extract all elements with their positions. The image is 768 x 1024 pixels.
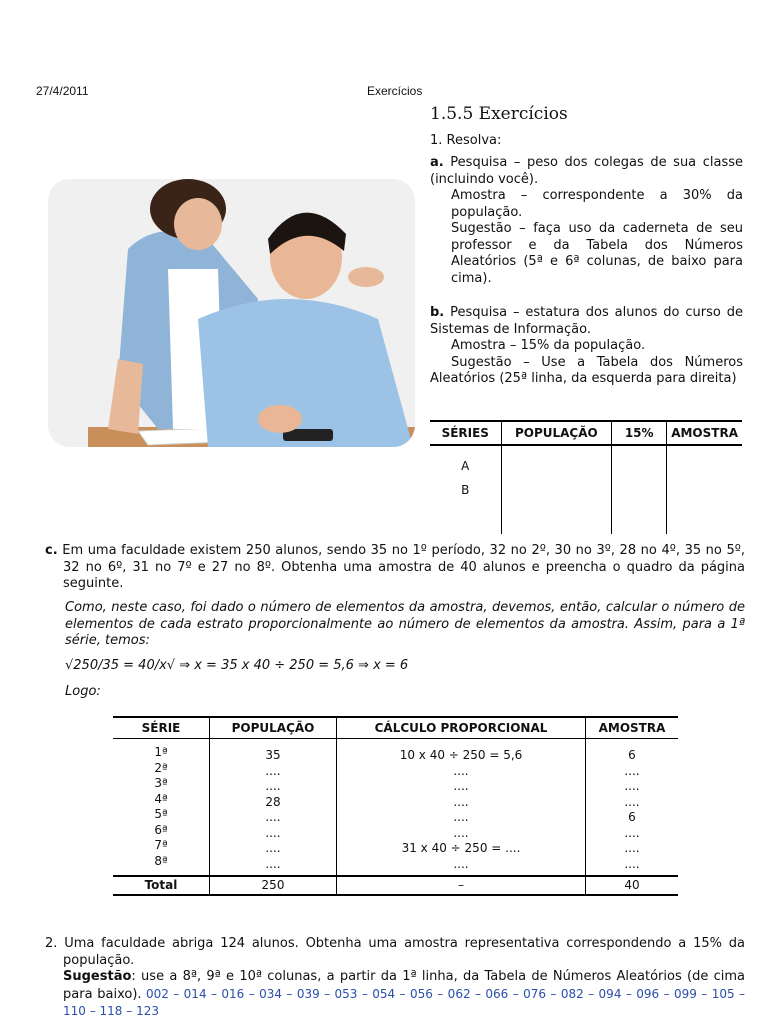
question-2-text: 2. Uma faculdade abriga 124 alunos. Obtenha uma amostra representativa correspondendo a 15% da população.	[45, 936, 745, 968]
t2-calc-5: ....	[453, 810, 469, 824]
t2-amostra-2: ....	[624, 763, 640, 778]
table-row	[113, 739, 678, 877]
t2-serie-2: 2ª	[154, 760, 168, 775]
t2-serie-5: 5ª	[154, 807, 168, 821]
t2-calc-1: 10 x 40 ÷ 250 = 5,6	[399, 748, 523, 762]
table-row	[430, 445, 742, 534]
t2-pop-3: ....	[265, 779, 281, 793]
t2-header-serie: SÉRIE	[113, 717, 210, 739]
t2-amostra-8: ....	[624, 856, 640, 871]
students-illustration	[48, 179, 415, 447]
t2-pop-8: ....	[265, 856, 281, 871]
t1-header-amostra: AMOSTRA	[667, 421, 742, 445]
t2-pop-1: 35	[265, 748, 281, 762]
t2-pop-6: ....	[265, 825, 281, 840]
section-title: 1.5.5 Exercícios	[430, 104, 568, 124]
question-2	[45, 936, 745, 1021]
t2-amostra-3: ....	[624, 779, 640, 793]
item-c-label: c.	[45, 543, 58, 558]
t2-header-amostra: AMOSTRA	[586, 717, 679, 739]
item-c-italic: Como, neste caso, foi dado o número de elementos da amostra, devemos, então, calcular o número de elementos de cada estrato proporcionalmente ao número de elementos da amostra. Assim, para a 1ª série, temos:	[65, 600, 745, 648]
t2-amostra-4: ....	[624, 794, 640, 809]
t2-calc-6: ....	[453, 825, 469, 840]
t1-row-a: A	[461, 459, 470, 473]
item-a-amostra: Amostra – correspondente a 30% da população.	[451, 188, 743, 220]
t1-header-populacao: POPULAÇÃO	[501, 421, 612, 445]
item-b-amostra: Amostra – 15% da população.	[451, 338, 646, 353]
t2-pop-7: ....	[265, 841, 281, 855]
item-b-text: Pesquisa – estatura dos alunos do curso de Sistemas de Informação.	[430, 305, 743, 337]
t2-calc-8: ....	[453, 856, 469, 871]
item-a-text: Pesquisa – peso dos colegas de sua classe (incluindo você).	[430, 155, 743, 187]
t2-serie-3: 3ª	[154, 776, 168, 790]
t2-calc-2: ....	[453, 763, 469, 778]
item-b	[430, 305, 743, 388]
table-total-row	[113, 876, 678, 895]
t2-amostra-7: ....	[624, 841, 640, 855]
t2-amostra-6: ....	[624, 825, 640, 840]
t2-serie-4: 4ª	[154, 791, 168, 806]
item-c-formula: √250/35 = 40/x√ ⇒ x = 35 x 40 ÷ 250 = 5,6 ⇒ x = 6	[65, 658, 409, 673]
t2-total-calc: –	[337, 876, 586, 895]
item-c-text: Em uma faculdade existem 250 alunos, sendo 35 no 1º período, 32 no 2º, 30 no 3º, 28 no 4º, 35 no 5º, 32 no 6º, 31 no 7º e 27 no 8º. Obtenha uma amostra de 40 alunos e preencha o quadro da página seguinte.	[57, 543, 745, 591]
question-2-numbers: 002 – 014 – 016 – 034 – 039 – 053 – 054 – 056 – 062 – 066 – 076 – 082 – 094 – 096 – 099 – 105 – 110 – 118 – 123	[63, 986, 746, 1018]
t2-total-pop: 250	[210, 876, 337, 895]
students-photo	[48, 179, 415, 447]
t2-serie-7: 7ª	[154, 838, 168, 852]
t2-header-calculo: CÁLCULO PROPORCIONAL	[337, 717, 586, 739]
item-c-explanation	[65, 600, 745, 650]
question-2-sugestao-text: : use a 8ª, 9ª e 10ª colunas, a partir da 1ª linha, da Tabela de Números Aleatórios (de cima para baixo).	[63, 969, 745, 1002]
t1-row-b: B	[461, 483, 470, 497]
t2-total-label: Total	[113, 876, 210, 895]
t2-serie-8: 8ª	[154, 853, 168, 868]
item-a-sugestao: Sugestão – faça uso da caderneta de seu professor e da Tabela dos Números Aleatórios (5ª e 6ª colunas, de baixo para cima).	[451, 221, 743, 286]
question-1-intro: 1. Resolva:	[430, 133, 502, 148]
item-a	[430, 155, 743, 287]
table-series	[430, 420, 742, 534]
t2-pop-2: ....	[265, 763, 281, 778]
t2-calc-4: ....	[453, 794, 469, 809]
header-date: 27/4/2011	[36, 84, 89, 98]
t1-header-series: SÉRIES	[430, 421, 501, 445]
item-c	[45, 543, 745, 593]
t2-pop-5: ....	[265, 810, 281, 824]
t2-serie-1: 1ª	[154, 745, 168, 759]
t1-header-15: 15%	[612, 421, 667, 445]
t2-amostra-1: 6	[628, 748, 636, 762]
t2-calc-7: 31 x 40 ÷ 250 = ....	[401, 841, 521, 855]
question-2-sugestao-label: Sugestão	[63, 969, 132, 984]
table-proportional	[113, 716, 678, 896]
t2-serie-6: 6ª	[154, 822, 168, 837]
item-c-logo: Logo:	[65, 684, 101, 699]
item-a-label: a.	[430, 155, 444, 170]
header-title: Exercícios	[367, 84, 423, 98]
t2-pop-4: 28	[265, 794, 281, 809]
t2-header-populacao: POPULAÇÃO	[210, 717, 337, 739]
t2-amostra-5: 6	[628, 810, 636, 824]
item-b-sugestao: Sugestão – Use a Tabela dos Números Aleatórios (25ª linha, da esquerda para direita)	[430, 354, 743, 386]
t2-calc-3: ....	[453, 779, 469, 793]
t2-total-amostra: 40	[586, 876, 679, 895]
item-b-label: b.	[430, 305, 445, 320]
